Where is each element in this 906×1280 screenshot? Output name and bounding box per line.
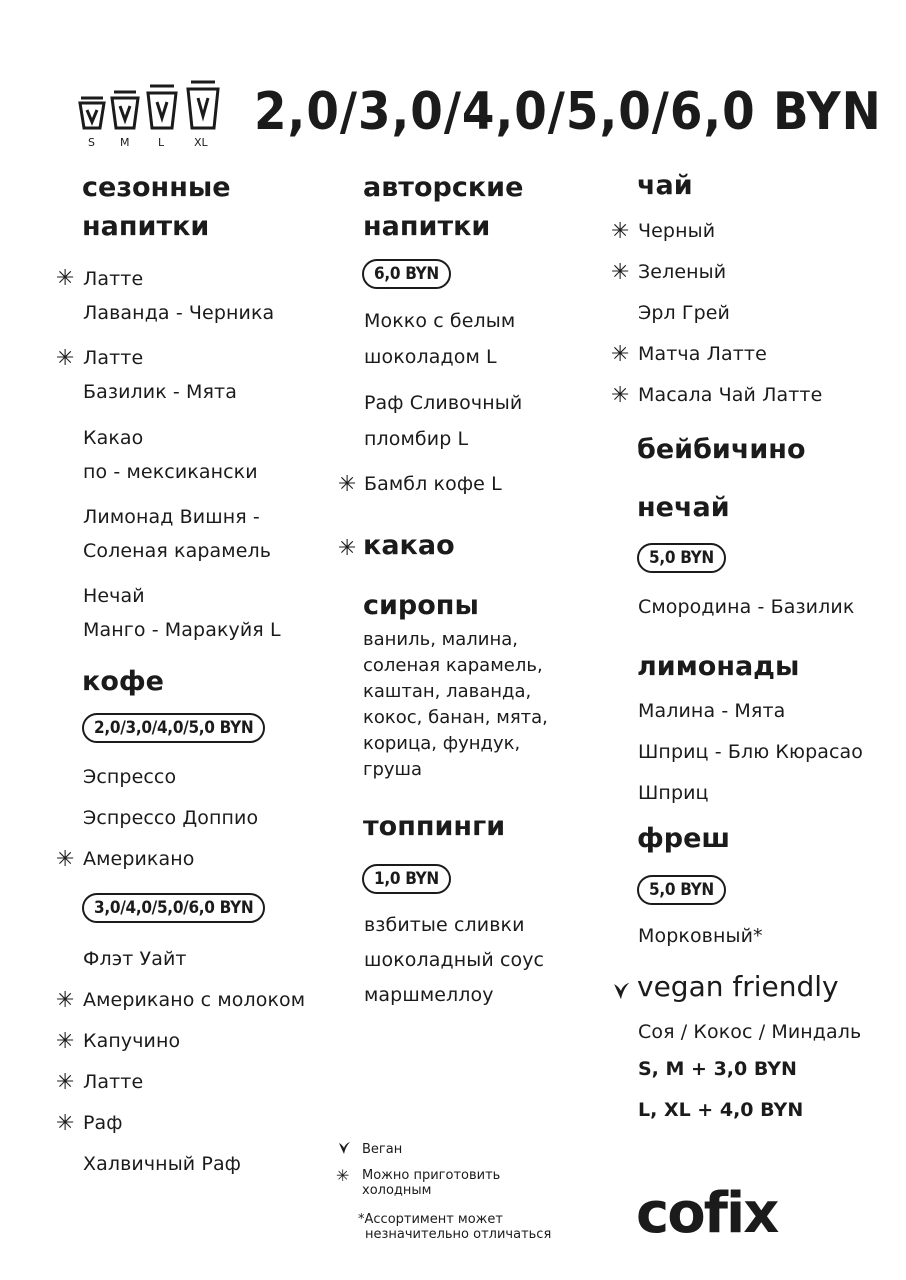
vegan-milk-options: Соя / Кокос / Миндаль — [638, 1021, 862, 1043]
cup-size-label: XL — [194, 136, 208, 149]
cup-size-label: L — [158, 136, 165, 149]
section-title-seasonal: сезонные — [82, 172, 231, 203]
section-title-signature: напитки — [363, 211, 491, 242]
menu-item: Черный — [638, 220, 716, 242]
section-title-fresh: фреш — [637, 823, 731, 854]
menu-item: Латте — [83, 268, 144, 290]
section-title-coffee: кофе — [82, 666, 164, 697]
menu-item: Морковный* — [638, 925, 763, 947]
menu-item: Раф Сливочный — [364, 392, 523, 414]
snowflake-icon: ✳ — [56, 1070, 75, 1095]
section-title-nechai: нечай — [637, 492, 730, 523]
menu-item: Манго - Маракуйя L — [83, 619, 281, 641]
menu-item: Американо с молоком — [83, 989, 306, 1011]
menu-item: Нечай — [83, 585, 145, 607]
cup-sizes — [78, 80, 228, 150]
menu-item: Халвичный Раф — [83, 1153, 242, 1175]
snowflake-icon: ✳ — [336, 1166, 350, 1185]
section-title-vegan: vegan friendly — [637, 970, 839, 1003]
cup-icon — [78, 96, 106, 130]
snowflake-icon: ✳ — [56, 346, 75, 371]
syrup-line: соленая карамель, — [363, 655, 543, 676]
snowflake-icon: ✳ — [56, 1111, 75, 1136]
menu-item: Американо — [83, 848, 195, 870]
assortment-note: *Ассортимент может — [358, 1212, 503, 1227]
menu-item: шоколадный соус — [364, 949, 545, 971]
section-title-lemonades: лимонады — [637, 651, 800, 682]
menu-item: Зеленый — [638, 261, 727, 283]
menu-item: пломбир L — [364, 428, 469, 450]
vegan-price: S, M + 3,0 BYN — [638, 1058, 797, 1080]
menu-item: Лаванда - Черника — [83, 302, 275, 324]
menu-item: Раф — [83, 1112, 123, 1134]
cup-icon — [110, 90, 140, 130]
snowflake-icon: ✳ — [611, 219, 630, 244]
snowflake-icon: ✳ — [338, 536, 357, 561]
leaf-icon — [611, 980, 631, 1002]
menu-item: Эспрессо Доппио — [83, 807, 259, 829]
menu-item: Латте — [83, 347, 144, 369]
menu-item: Бамбл кофе L — [364, 473, 502, 495]
syrup-line: каштан, лаванда, — [363, 681, 532, 702]
snowflake-icon: ✳ — [611, 260, 630, 285]
snowflake-icon: ✳ — [338, 472, 357, 497]
snowflake-icon: ✳ — [56, 988, 75, 1013]
cup-size-label: M — [120, 136, 130, 149]
menu-item: взбитые сливки — [364, 914, 525, 936]
section-title-signature: авторские — [363, 172, 524, 203]
price-tag: 6,0 BYN — [362, 259, 451, 289]
menu-item: Базилик - Мята — [83, 381, 237, 403]
leaf-icon — [337, 1140, 351, 1156]
syrup-list — [363, 627, 548, 783]
cup-icon — [186, 80, 220, 130]
section-title-tea: чай — [637, 170, 693, 201]
menu-item: шоколадом L — [364, 346, 497, 368]
snowflake-icon: ✳ — [56, 1029, 75, 1054]
menu-item: Лимонад Вишня - — [83, 506, 260, 528]
menu-item: маршмеллоу — [364, 984, 494, 1006]
menu-item: Какао — [83, 427, 144, 449]
menu-item: Соленая карамель — [83, 540, 272, 562]
snowflake-icon: ✳ — [56, 847, 75, 872]
menu-item: Шприц — [638, 782, 709, 804]
menu-item: Эрл Грей — [638, 302, 730, 324]
cup-size-label: S — [88, 136, 95, 149]
menu-item: Флэт Уайт — [83, 948, 187, 970]
price-tag: 5,0 BYN — [637, 543, 726, 573]
assortment-note: незначительно отличаться — [365, 1227, 552, 1242]
section-title-cocoa: какао — [363, 530, 455, 561]
vegan-price: L, XL + 4,0 BYN — [638, 1099, 804, 1121]
syrup-line: корица, фундук, — [363, 733, 521, 754]
snowflake-icon: ✳ — [611, 383, 630, 408]
menu-item: Малина - Мята — [638, 700, 786, 722]
price-tag: 5,0 BYN — [637, 875, 726, 905]
price-tag: 3,0/4,0/5,0/6,0 BYN — [82, 893, 265, 923]
price-tag: 2,0/3,0/4,0/5,0 BYN — [82, 713, 265, 743]
menu-item: Капучино — [83, 1030, 181, 1052]
syrup-line: кокос, банан, мята, — [363, 707, 548, 728]
section-title-babyccino: бейбичино — [637, 434, 806, 465]
menu-item: Мокко с белым — [364, 310, 516, 332]
menu-item: Латте — [83, 1071, 144, 1093]
snowflake-icon: ✳ — [56, 266, 75, 291]
header-price: 2,0/3,0/4,0/5,0/6,0 BYN — [254, 82, 882, 142]
syrup-line: груша — [363, 759, 423, 780]
legend-cold: Можно приготовить — [362, 1168, 501, 1183]
menu-item: по - мексикански — [83, 461, 258, 483]
menu-item: Шприц - Блю Кюрасао — [638, 741, 864, 763]
menu-item: Матча Латте — [638, 343, 767, 365]
legend-vegan: Веган — [362, 1142, 403, 1157]
brand-logo: cofix — [636, 1181, 778, 1246]
legend-cold: холодным — [362, 1183, 432, 1198]
snowflake-icon: ✳ — [611, 342, 630, 367]
syrup-line: ваниль, малина, — [363, 629, 518, 650]
menu-item: Смородина - Базилик — [638, 596, 855, 618]
menu-item: Масала Чай Латте — [638, 384, 823, 406]
cup-icon — [146, 84, 178, 130]
menu-item: Эспрессо — [83, 766, 177, 788]
section-title-toppings: топпинги — [363, 811, 506, 842]
section-title-seasonal: напитки — [82, 211, 210, 242]
section-title-syrups: сиропы — [363, 590, 479, 621]
price-tag: 1,0 BYN — [362, 864, 451, 894]
